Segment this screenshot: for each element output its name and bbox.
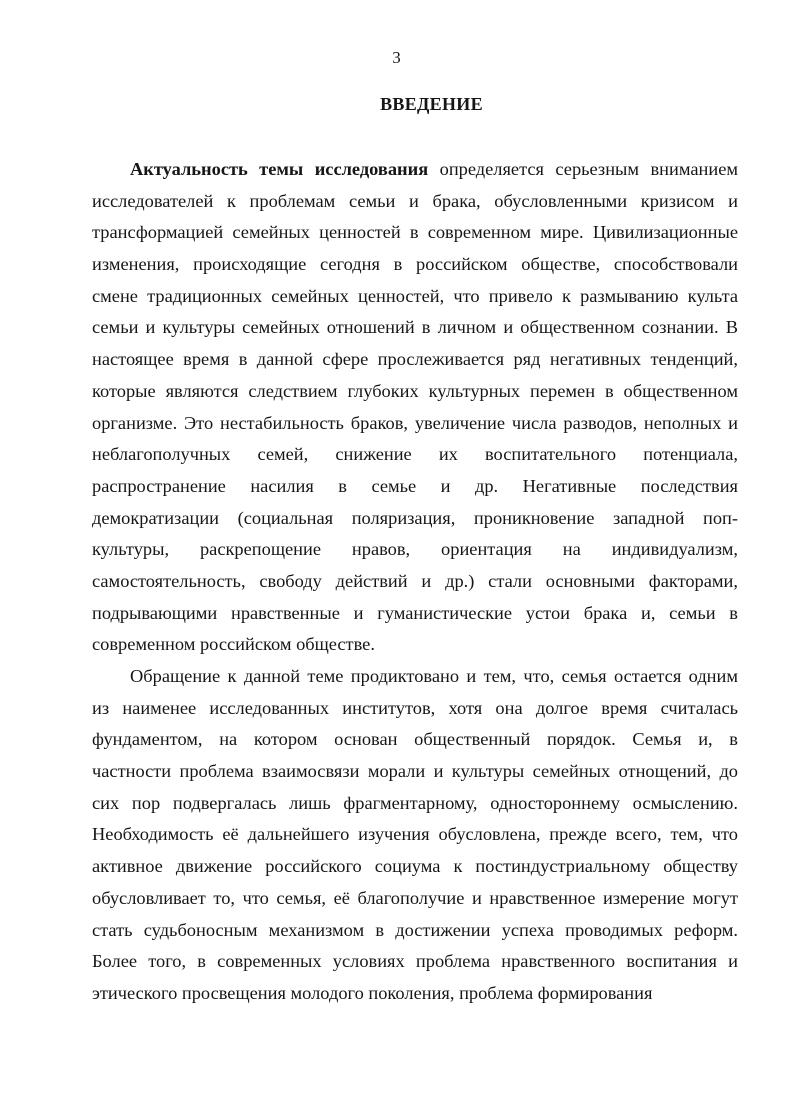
page-number: 3: [392, 48, 401, 67]
text-line: обусловливает то, что семья, её благополучие и нравственное измерение могут: [92, 887, 738, 908]
first-line-text: определяется серьезным вниманием: [439, 159, 739, 179]
text-line: демократизации (социальная поляризация, проникновение западной поп-: [92, 507, 738, 528]
text-line: стать судьбоносным механизмом в достижении успеха проводимых реформ.: [92, 919, 738, 940]
paragraph-topic-motivation: [92, 661, 738, 1010]
text-line: трансформацией семейных ценностей в современном мире. Цивилизационные: [92, 222, 738, 243]
text-line: изменения, происходящие сегодня в российском обществе, способствовали: [92, 254, 738, 275]
text-line: которые являются следствием глубоких культурных перемен в общественном: [92, 380, 738, 401]
paragraph-first-line: [92, 154, 738, 186]
text-line: настоящее время в данной сфере прослеживается ряд негативных тенденций,: [92, 349, 738, 370]
text-line: из наименее исследованных институтов, хотя она долгое время считалась: [92, 697, 738, 718]
text-line: распространение насилия в семье и др. Негативные последствия: [92, 475, 738, 496]
text-line: семьи и культуры семейных отношений в личном и общественном сознании. В: [92, 317, 738, 338]
text-line: фундаментом, на котором основан общественный порядок. Семья и, в: [92, 729, 738, 750]
text-line: современном российском обществе.: [92, 634, 375, 655]
text-line: смене традиционных семейных ценностей, что привело к размыванию культа: [92, 285, 738, 306]
relevance-heading-bold: Актуальность темы исследования: [130, 159, 429, 179]
text-line: подрывающими нравственные и гуманистические устои брака и, семьи в: [92, 602, 738, 623]
text-line: организме. Это нестабильность браков, увеличение числа разводов, неполных и: [92, 412, 738, 433]
page-title: ВВЕДЕНИЕ: [380, 94, 483, 114]
text-line: культуры, раскрепощение нравов, ориентация на индивидуализм,: [92, 539, 738, 560]
text-line: самостоятельность, свободу действий и др.) стали основными факторами,: [92, 570, 738, 591]
text-line: Обращение к данной теме продиктовано и тем, что, семья остается одним: [130, 666, 738, 686]
document-body: [92, 154, 738, 1010]
text-line: Необходимость её дальнейшего изучения обусловлена, прежде всего, тем, что: [92, 824, 738, 845]
paragraph-relevance: [92, 154, 738, 661]
text-line: активное движение российского социума к постиндустриальному обществу: [92, 856, 738, 877]
text-line: неблагополучных семей, снижение их воспитательного потенциала,: [92, 444, 738, 465]
text-line: исследователей к проблемам семьи и брака, обусловленными кризисом и: [92, 190, 738, 211]
text-line: сих пор подвергалась лишь фрагментарному, одностороннему осмыслению.: [92, 792, 738, 813]
text-line: частности проблема взаимосвязи морали и культуры семейных отнощений, до: [92, 761, 738, 782]
text-line: Более того, в современных условиях проблема нравственного воспитания и: [92, 951, 738, 972]
text-line: этического просвещения молодого поколения, проблема формирования: [92, 982, 653, 1003]
